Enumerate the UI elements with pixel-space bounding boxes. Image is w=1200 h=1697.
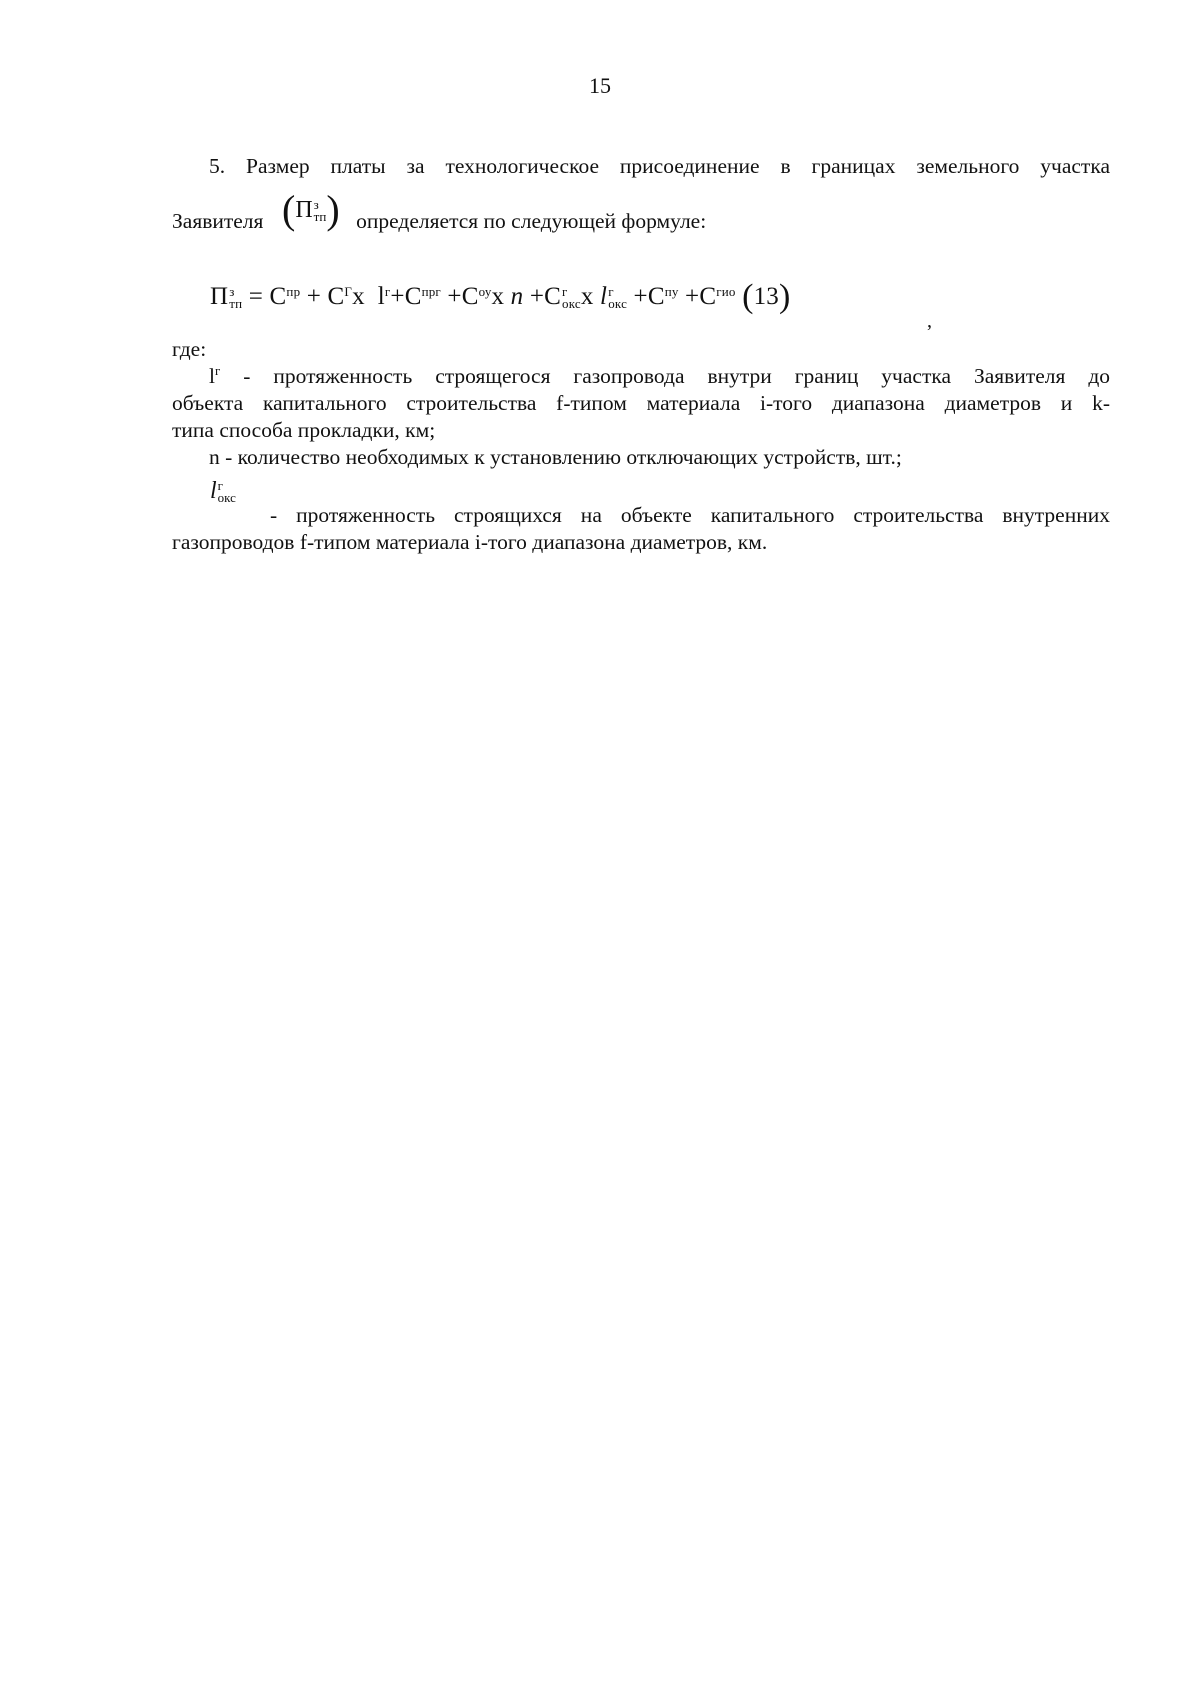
page-number: 15	[589, 73, 611, 98]
formula-c-prg-sup: прг	[421, 284, 441, 299]
def3-symbol-sup: г	[217, 478, 224, 494]
formula-c-g: С	[327, 283, 345, 310]
formula-number: 13	[753, 283, 779, 310]
para1-line2-start: Заявителя	[172, 209, 264, 233]
def3-symbol	[210, 478, 236, 505]
def3-line1: - протяженность строящихся на объекте капитального строительства внутренних	[270, 503, 1110, 527]
formula-lhs-sup: з	[229, 284, 235, 300]
formula-c-oks-sup: г	[562, 284, 568, 300]
formula-times: х	[580, 283, 594, 310]
formula-plus: +	[390, 283, 405, 310]
def1-symbol: l	[209, 364, 215, 388]
formula-c-ou-sup: оу	[478, 284, 492, 299]
formula-lhs-sub: тп	[229, 296, 243, 312]
formula-c-pu: С	[647, 283, 665, 310]
formula-c-prg: С	[404, 283, 422, 310]
def3-line2: газопроводов f-типом материала i-того диапазона диаметров, км.	[172, 530, 768, 554]
formula-c-gio-sup: гио	[716, 284, 736, 299]
formula-c-oks-sub: окс	[562, 296, 581, 312]
def3-symbol-sub: окс	[217, 490, 236, 506]
formula-l-oks: l	[600, 283, 608, 310]
formula-plus: +	[447, 283, 462, 310]
formula-lhs: П	[210, 283, 229, 310]
symbol-sup: з	[313, 197, 319, 213]
para1-line2-end: определяется по следующей формуле:	[356, 209, 707, 233]
formula-l-oks-sup: г	[608, 284, 614, 300]
formula-l-sup: г	[384, 284, 391, 299]
symbol-sub: тп	[313, 209, 327, 225]
def2-line: n - количество необходимых к установлению отключающих устройств, шт.;	[209, 445, 902, 469]
def1-line3: типа способа прокладки, км;	[172, 418, 436, 442]
formula-plus: +	[529, 283, 545, 310]
formula-eq: =	[248, 283, 264, 310]
formula-13: П з тп = $С^{пр} + С^Гх$ $l^г+С^{прг} +С^{оу}х$ n +С г окс х l г окс $+С^{пу} +С^{гио}$ (13)	[210, 278, 791, 315]
symbol-main: П	[295, 197, 313, 223]
para1-line1: 5. Размер платы за технологическое присоединение в границах земельного участка	[209, 154, 1110, 178]
formula-l-oks-sub: окс	[608, 296, 628, 312]
formula-c-pu-sup: пу	[664, 284, 679, 299]
formula-c-pr: С	[269, 283, 287, 310]
formula-times: х	[352, 283, 365, 310]
formula-c-pr-sup: пр	[286, 284, 301, 299]
formula-c-g-sup: Г	[344, 284, 353, 299]
formula-plus: +	[685, 283, 700, 310]
formula-c-ou: С	[461, 283, 479, 310]
def1-line1	[172, 363, 1110, 390]
def1-text: - протяженность строящегося газопровода внутри границ участка Заявителя до	[243, 364, 1111, 388]
formula-c-oks: С	[544, 283, 562, 310]
formula-l: l	[377, 283, 385, 310]
def1-line2: объекта капитального строительства f-типом материала i-того диапазона диаметров и k-	[172, 391, 1110, 415]
formula-n: n	[510, 283, 524, 310]
formula-c-gio: С	[699, 283, 717, 310]
def1-symbol-sup: г	[214, 363, 221, 378]
formula-plus: +	[306, 283, 322, 310]
formula-plus: +	[633, 283, 648, 310]
def3-symbol-l: l	[210, 478, 217, 504]
formula-trailing-comma: ,	[927, 310, 932, 332]
applicant-fee-symbol: (П з тп )	[282, 187, 340, 232]
where-label: где:	[172, 337, 207, 361]
formula-times: х	[491, 283, 505, 310]
